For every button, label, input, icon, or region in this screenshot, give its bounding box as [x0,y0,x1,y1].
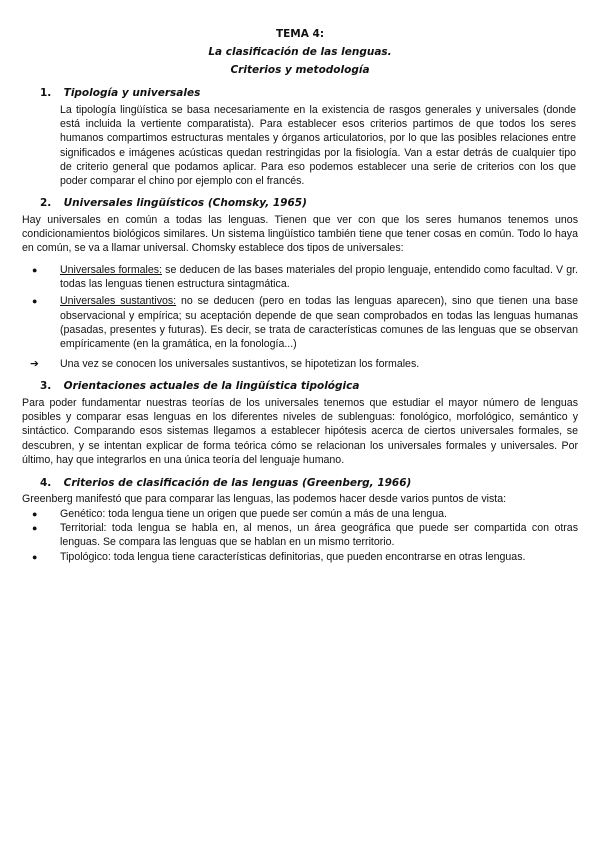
section-number: 4. [40,477,52,489]
bullet-icon: ● [32,551,38,562]
list-item [22,263,578,291]
bullet-text: no se deducen (pero en todas las lenguas aparecen), sino que tienen una base observacional y empírica; su aceptación depende de que sean comprobados en todas las lenguas humanas (pasadas, presentes y futuras). Es decir, se trata de características comunes de las lenguas que se observan empíricamente (en la gramática, en la fonología...) [60,295,578,351]
bullet-icon: ● [32,523,38,534]
section-title: Universales lingüísticos (Chomsky, 1965) [63,197,307,209]
bullet-icon: ● [32,296,38,307]
section-number: 2. [40,197,52,209]
bullet-term: Universales formales: [60,264,163,276]
bullet-term: Universales sustantivos: [60,295,177,308]
arrow-note-text: Una vez se conocen los universales sustantivos, se hipotetizan los formales. [60,358,420,370]
page-subtitle: Criterios y metodología [230,64,370,76]
section-1-paragraph: La tipología lingüística se basa necesariamente en la existencia de rasgos generales y universales (donde está incluida la vertiente comparatista). Para establecer esos criterios partimos de que todos los seres humanos compartimos estructuras mentales y órganos articulatorios, por lo que las posibles relaciones entre significados e imágenes acústicas quedan restringidas por la fisiología. Van a estar detrás de cualquier tipo de criterio general que podamos aplicar. Para eso podemos establecer una serie de criterios con los que poder comparar el chino por ejemplo con el francés. [60,104,576,188]
section-title: Orientaciones actuales de la lingüística tipológica [63,380,360,392]
bullet-text: se deducen de las bases materiales del propio lenguaje, entendido como facultad. V gr. todas las lenguas tienen estructura sintagmática. [60,264,578,291]
section-1-heading [40,86,200,100]
section-4-bullet-list [22,507,578,564]
list-item [22,507,578,521]
section-4-paragraph: Greenberg manifestó que para comparar las lenguas, las podemos hacer desde varios puntos de vista: [22,493,507,505]
document-header [0,25,600,79]
tema-label: TEMA 4: [275,28,325,40]
bullet-text: Territorial: toda lengua se habla en, al menos, un área geográfica que puede ser compartida con otras lenguas. Se compara las lenguas que se hablan en un mismo territorio. [60,522,578,549]
section-title: Tipología y universales [63,87,201,99]
bullet-text: Tipológico: toda lengua tiene características definitorias, que pueden encontrarse en otras lenguas. [60,550,526,563]
bullet-text: Genético: toda lengua tiene un origen que puede ser común a más de una lengua. [60,508,447,520]
section-4-heading [40,476,411,490]
list-item [22,294,578,351]
list-item [22,521,578,549]
section-2-arrow-note [22,357,578,371]
list-item [22,550,578,564]
arrow-right-icon: ➔ [30,358,39,370]
section-title: Criterios de clasificación de las lenguas (Greenberg, 1966) [63,477,412,489]
bullet-icon: ● [32,509,38,519]
bullet-icon: ● [32,265,38,275]
section-3-heading [40,379,359,393]
section-number: 3. [40,380,52,392]
section-3-paragraph: Para poder fundamentar nuestras teorías de los universales tenemos que estudiar el mayor número de lenguas posibles y comparar esas lenguas en los diferentes niveles de sublenguas: fonológico, morfológico, semántico y sintáctico. Comparando esos sistemas llegamos a establecer hipótesis acerca de ciertos universales formales, se descubren, y se intentan explicar de forma teórica cómo se relacionan los universales formales y universales. Por último, hay que integrarlos en una única teoría del lenguaje humano. [22,397,578,466]
section-2-heading [40,196,307,210]
section-2-bullet-list [22,263,578,354]
section-number: 1. [40,87,52,99]
section-2-paragraph: Hay universales en común a todas las lenguas. Tienen que ver con que los seres humanos tenemos unos condicionamientos biológicos similares. Un sistema lingüístico también tiene que tener cosas en común. Todo lo haya en común, se va a llamar universal. Chomsky establece dos tipos de universales: [22,214,578,255]
page-title: La clasificación de las lenguas. [208,46,392,58]
